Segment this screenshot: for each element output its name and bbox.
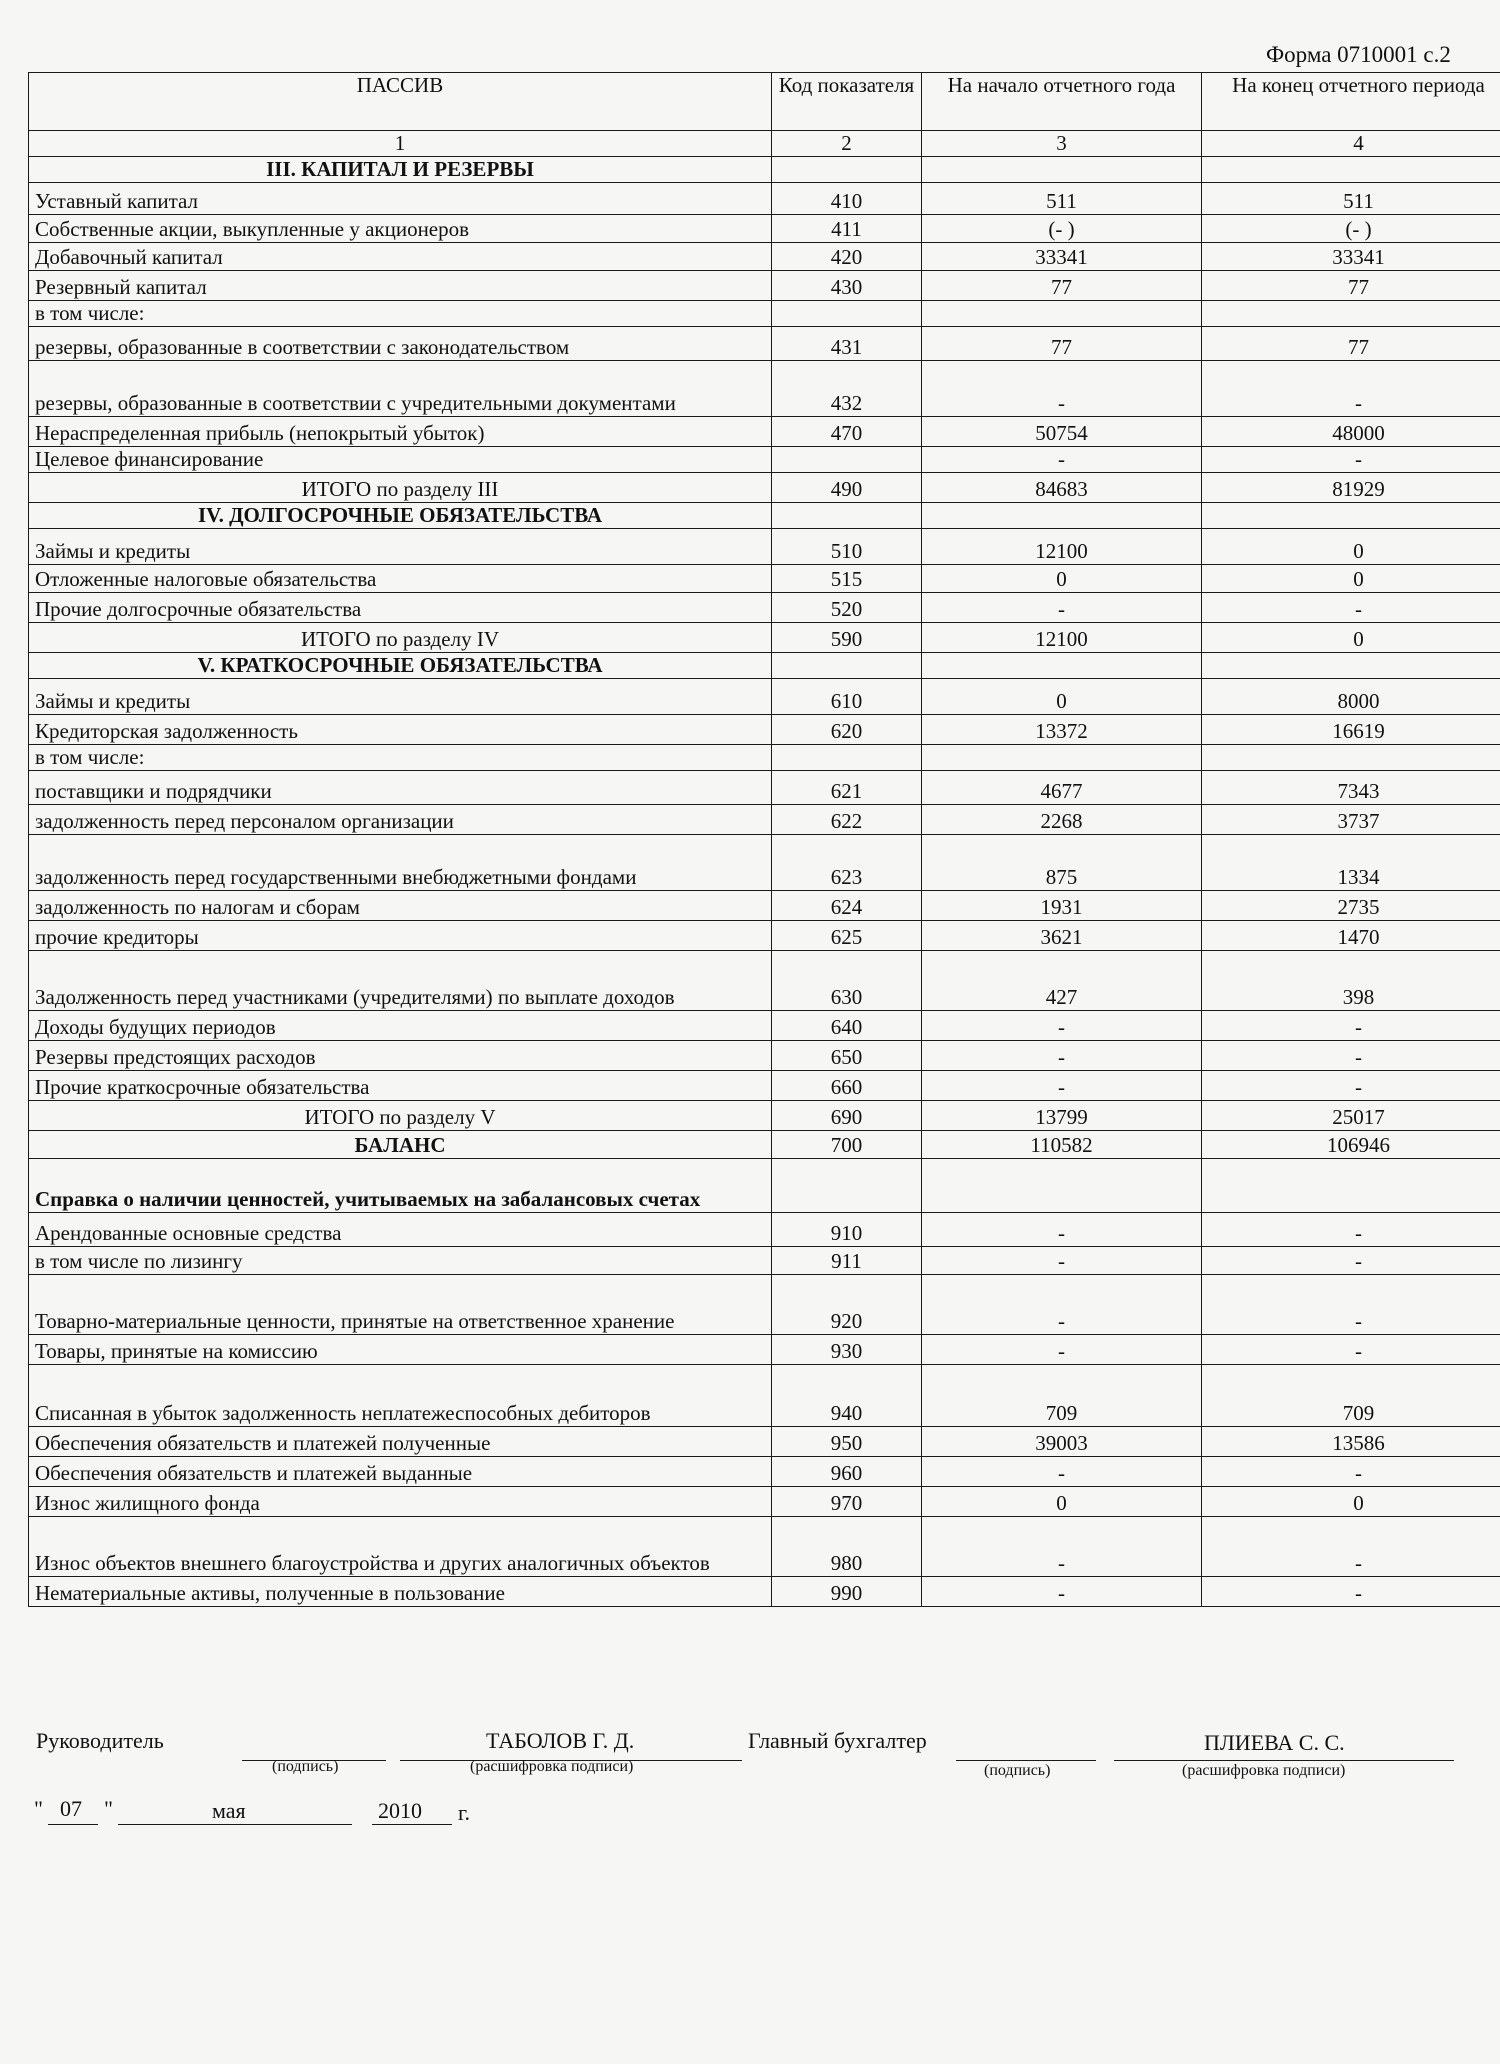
row-label: Износ жилищного фонда bbox=[29, 1487, 772, 1517]
date-year: 2010 bbox=[378, 1798, 422, 1823]
row-end-value: - bbox=[1202, 1275, 1500, 1335]
row-label: Нераспределенная прибыль (непокрытый убыток) bbox=[29, 417, 772, 447]
row-label: в том числе: bbox=[29, 745, 772, 771]
row-code: 630 bbox=[772, 951, 922, 1011]
row-start-value: 13372 bbox=[922, 715, 1202, 745]
header-start-of-year: На начало отчетного года bbox=[922, 73, 1202, 131]
row-label: задолженность перед персоналом организации bbox=[29, 805, 772, 835]
row-end-value: 81929 bbox=[1202, 473, 1500, 503]
row-label: V. КРАТКОСРОЧНЫЕ ОБЯЗАТЕЛЬСТВА bbox=[29, 653, 772, 679]
row-start-value: 4677 bbox=[922, 771, 1202, 805]
row-label: Списанная в убыток задолженность неплатежеспособных дебиторов bbox=[29, 1365, 772, 1427]
row-end-value: 77 bbox=[1202, 271, 1500, 301]
row-label: поставщики и подрядчики bbox=[29, 771, 772, 805]
date-day: 07 bbox=[60, 1796, 82, 1821]
table-row bbox=[29, 715, 1500, 745]
table-row bbox=[29, 503, 1500, 529]
row-code bbox=[772, 447, 922, 473]
row-end-value: - bbox=[1202, 1041, 1500, 1071]
row-label: IV. ДОЛГОСРОЧНЫЕ ОБЯЗАТЕЛЬСТВА bbox=[29, 503, 772, 529]
row-code: 950 bbox=[772, 1427, 922, 1457]
column-number-row bbox=[29, 131, 1500, 157]
table-row bbox=[29, 593, 1500, 623]
row-end-value: 106946 bbox=[1202, 1131, 1500, 1159]
row-start-value: 84683 bbox=[922, 473, 1202, 503]
table-row bbox=[29, 1457, 1500, 1487]
table-row bbox=[29, 1011, 1500, 1041]
form-number: Форма 0710001 с.2 bbox=[1266, 42, 1451, 67]
row-code: 620 bbox=[772, 715, 922, 745]
table-row bbox=[29, 1247, 1500, 1275]
table-row bbox=[29, 1159, 1500, 1213]
row-code: 411 bbox=[772, 215, 922, 243]
row-label: ИТОГО по разделу III bbox=[29, 473, 772, 503]
column-number: 3 bbox=[922, 131, 1202, 157]
row-end-value: - bbox=[1202, 447, 1500, 473]
row-code: 610 bbox=[772, 679, 922, 715]
row-code: 515 bbox=[772, 565, 922, 593]
row-code bbox=[772, 745, 922, 771]
date-month: мая bbox=[212, 1798, 246, 1823]
chief-name-line bbox=[1114, 1760, 1454, 1761]
row-end-value: - bbox=[1202, 1213, 1500, 1247]
row-label: резервы, образованные в соответствии с учредительными документами bbox=[29, 361, 772, 417]
row-code: 990 bbox=[772, 1577, 922, 1607]
row-start-value: 0 bbox=[922, 565, 1202, 593]
table-row bbox=[29, 1071, 1500, 1101]
row-start-value: 12100 bbox=[922, 623, 1202, 653]
row-start-value: (- ) bbox=[922, 215, 1202, 243]
row-end-value bbox=[1202, 653, 1500, 679]
row-end-value: - bbox=[1202, 593, 1500, 623]
row-end-value: 33341 bbox=[1202, 243, 1500, 271]
row-start-value bbox=[922, 1159, 1202, 1213]
table-row bbox=[29, 271, 1500, 301]
row-end-value: 2735 bbox=[1202, 891, 1500, 921]
table-body bbox=[29, 157, 1500, 1607]
row-start-value: - bbox=[922, 1275, 1202, 1335]
row-end-value bbox=[1202, 745, 1500, 771]
liabilities-table bbox=[28, 72, 1500, 1607]
row-end-value: 0 bbox=[1202, 1487, 1500, 1517]
row-start-value: - bbox=[922, 1457, 1202, 1487]
row-end-value bbox=[1202, 1159, 1500, 1213]
row-start-value: 875 bbox=[922, 835, 1202, 891]
row-label: прочие кредиторы bbox=[29, 921, 772, 951]
chief-name: ПЛИЕВА С. С. bbox=[1204, 1730, 1345, 1755]
row-label: в том числе: bbox=[29, 301, 772, 327]
row-label: Целевое финансирование bbox=[29, 447, 772, 473]
column-number: 1 bbox=[29, 131, 772, 157]
row-code: 970 bbox=[772, 1487, 922, 1517]
row-code bbox=[772, 653, 922, 679]
row-end-value: 511 bbox=[1202, 183, 1500, 215]
row-label: Прочие долгосрочные обязательства bbox=[29, 593, 772, 623]
row-start-value: 110582 bbox=[922, 1131, 1202, 1159]
row-label: III. КАПИТАЛ И РЕЗЕРВЫ bbox=[29, 157, 772, 183]
row-label: Собственные акции, выкупленные у акционеров bbox=[29, 215, 772, 243]
row-code: 431 bbox=[772, 327, 922, 361]
row-end-value: 48000 bbox=[1202, 417, 1500, 447]
row-end-value: - bbox=[1202, 1247, 1500, 1275]
row-label: Прочие краткосрочные обязательства bbox=[29, 1071, 772, 1101]
table-row bbox=[29, 891, 1500, 921]
row-end-value: 8000 bbox=[1202, 679, 1500, 715]
row-code: 650 bbox=[772, 1041, 922, 1071]
table-row bbox=[29, 361, 1500, 417]
row-code: 430 bbox=[772, 271, 922, 301]
table-row bbox=[29, 473, 1500, 503]
row-code: 940 bbox=[772, 1365, 922, 1427]
row-start-value: - bbox=[922, 1335, 1202, 1365]
row-end-value: - bbox=[1202, 361, 1500, 417]
table-row bbox=[29, 1577, 1500, 1607]
table-row bbox=[29, 835, 1500, 891]
table-row bbox=[29, 623, 1500, 653]
row-start-value: 1931 bbox=[922, 891, 1202, 921]
row-end-value: 25017 bbox=[1202, 1101, 1500, 1131]
row-label: Обеспечения обязательств и платежей полученные bbox=[29, 1427, 772, 1457]
date-quote-open: " bbox=[34, 1796, 43, 1821]
row-start-value: - bbox=[922, 1041, 1202, 1071]
row-start-value: 709 bbox=[922, 1365, 1202, 1427]
row-code: 520 bbox=[772, 593, 922, 623]
table-row bbox=[29, 215, 1500, 243]
row-start-value: 511 bbox=[922, 183, 1202, 215]
header-code: Код показателя bbox=[772, 73, 922, 131]
row-start-value: - bbox=[922, 447, 1202, 473]
row-label: Нематериальные активы, полученные в пользование bbox=[29, 1577, 772, 1607]
row-code: 980 bbox=[772, 1517, 922, 1577]
table-row bbox=[29, 921, 1500, 951]
row-start-value bbox=[922, 653, 1202, 679]
table-row bbox=[29, 327, 1500, 361]
row-label: резервы, образованные в соответствии с законодательством bbox=[29, 327, 772, 361]
row-label: ИТОГО по разделу IV bbox=[29, 623, 772, 653]
table-row bbox=[29, 183, 1500, 215]
table-row bbox=[29, 1427, 1500, 1457]
table-row bbox=[29, 447, 1500, 473]
row-label: Займы и кредиты bbox=[29, 679, 772, 715]
row-end-value: (- ) bbox=[1202, 215, 1500, 243]
row-label: Товарно-материальные ценности, принятые на ответственное хранение bbox=[29, 1275, 772, 1335]
row-code: 621 bbox=[772, 771, 922, 805]
row-label: Справка о наличии ценностей, учитываемых на забалансовых счетах bbox=[29, 1159, 772, 1213]
row-start-value: 2268 bbox=[922, 805, 1202, 835]
row-code: 700 bbox=[772, 1131, 922, 1159]
row-label: Займы и кредиты bbox=[29, 529, 772, 565]
table-row bbox=[29, 1517, 1500, 1577]
row-end-value: 13586 bbox=[1202, 1427, 1500, 1457]
row-label: ИТОГО по разделу V bbox=[29, 1101, 772, 1131]
row-start-value bbox=[922, 745, 1202, 771]
row-end-value: - bbox=[1202, 1071, 1500, 1101]
table-row bbox=[29, 1041, 1500, 1071]
row-label: в том числе по лизингу bbox=[29, 1247, 772, 1275]
row-code: 420 bbox=[772, 243, 922, 271]
row-start-value: - bbox=[922, 1247, 1202, 1275]
header-end-of-period: На конец отчетного периода bbox=[1202, 73, 1500, 131]
row-label: Обеспечения обязательств и платежей выданные bbox=[29, 1457, 772, 1487]
signature-block bbox=[0, 1720, 1500, 1840]
row-code: 470 bbox=[772, 417, 922, 447]
row-start-value: 12100 bbox=[922, 529, 1202, 565]
row-end-value: - bbox=[1202, 1517, 1500, 1577]
row-start-value: 13799 bbox=[922, 1101, 1202, 1131]
row-label: Арендованные основные средства bbox=[29, 1213, 772, 1247]
row-code: 625 bbox=[772, 921, 922, 951]
row-start-value: - bbox=[922, 1213, 1202, 1247]
row-start-value: 3621 bbox=[922, 921, 1202, 951]
table-row bbox=[29, 805, 1500, 835]
row-end-value: - bbox=[1202, 1577, 1500, 1607]
row-start-value: 77 bbox=[922, 271, 1202, 301]
row-code: 432 bbox=[772, 361, 922, 417]
date-quote-close: " bbox=[104, 1796, 113, 1821]
table-row bbox=[29, 417, 1500, 447]
row-start-value: 39003 bbox=[922, 1427, 1202, 1457]
row-start-value: - bbox=[922, 1011, 1202, 1041]
row-code: 960 bbox=[772, 1457, 922, 1487]
row-label: Резервы предстоящих расходов bbox=[29, 1041, 772, 1071]
row-start-value: - bbox=[922, 1071, 1202, 1101]
row-start-value: 0 bbox=[922, 679, 1202, 715]
row-end-value: 0 bbox=[1202, 565, 1500, 593]
row-end-value: 709 bbox=[1202, 1365, 1500, 1427]
row-start-value bbox=[922, 157, 1202, 183]
row-start-value: 50754 bbox=[922, 417, 1202, 447]
row-start-value: - bbox=[922, 1577, 1202, 1607]
row-code: 930 bbox=[772, 1335, 922, 1365]
row-label: Уставный капитал bbox=[29, 183, 772, 215]
table-row bbox=[29, 157, 1500, 183]
table-row bbox=[29, 1213, 1500, 1247]
row-end-value: 0 bbox=[1202, 623, 1500, 653]
chief-signature-caption: (подпись) bbox=[984, 1762, 1051, 1779]
row-code: 490 bbox=[772, 473, 922, 503]
row-start-value: 427 bbox=[922, 951, 1202, 1011]
chief-accountant-label: Главный бухгалтер bbox=[748, 1728, 927, 1753]
row-label: Добавочный капитал bbox=[29, 243, 772, 271]
table-row bbox=[29, 679, 1500, 715]
table-header-row bbox=[29, 73, 1500, 131]
row-code bbox=[772, 157, 922, 183]
row-start-value: - bbox=[922, 361, 1202, 417]
row-code: 690 bbox=[772, 1101, 922, 1131]
row-label: Доходы будущих периодов bbox=[29, 1011, 772, 1041]
row-start-value: - bbox=[922, 1517, 1202, 1577]
chief-signature-line bbox=[956, 1760, 1096, 1761]
row-code: 910 bbox=[772, 1213, 922, 1247]
table-row bbox=[29, 745, 1500, 771]
table-row bbox=[29, 529, 1500, 565]
row-label: Отложенные налоговые обязательства bbox=[29, 565, 772, 593]
row-start-value: 33341 bbox=[922, 243, 1202, 271]
table-row bbox=[29, 1101, 1500, 1131]
row-end-value: 3737 bbox=[1202, 805, 1500, 835]
date-day-line bbox=[48, 1824, 98, 1825]
row-end-value bbox=[1202, 503, 1500, 529]
row-code: 590 bbox=[772, 623, 922, 653]
head-signature-caption: (подпись) bbox=[272, 1758, 339, 1775]
row-end-value: 16619 bbox=[1202, 715, 1500, 745]
table-row bbox=[29, 1365, 1500, 1427]
row-label: задолженность перед государственными внебюджетными фондами bbox=[29, 835, 772, 891]
row-code bbox=[772, 301, 922, 327]
row-end-value bbox=[1202, 301, 1500, 327]
column-number: 4 bbox=[1202, 131, 1500, 157]
row-label: БАЛАНС bbox=[29, 1131, 772, 1159]
head-label: Руководитель bbox=[36, 1728, 164, 1753]
table-row bbox=[29, 653, 1500, 679]
table-row bbox=[29, 1335, 1500, 1365]
table-row bbox=[29, 565, 1500, 593]
row-label: Товары, принятые на комиссию bbox=[29, 1335, 772, 1365]
table-row bbox=[29, 301, 1500, 327]
row-start-value: 0 bbox=[922, 1487, 1202, 1517]
row-end-value: 0 bbox=[1202, 529, 1500, 565]
row-end-value: 1334 bbox=[1202, 835, 1500, 891]
table-row bbox=[29, 771, 1500, 805]
row-label: Задолженность перед участниками (учредителями) по выплате доходов bbox=[29, 951, 772, 1011]
row-label: Резервный капитал bbox=[29, 271, 772, 301]
head-name-caption: (расшифровка подписи) bbox=[470, 1758, 634, 1775]
row-label: Износ объектов внешнего благоустройства и других аналогичных объектов bbox=[29, 1517, 772, 1577]
date-month-line bbox=[118, 1824, 352, 1825]
row-end-value: 398 bbox=[1202, 951, 1500, 1011]
header-liabilities: ПАССИВ bbox=[29, 73, 772, 131]
row-code: 640 bbox=[772, 1011, 922, 1041]
head-name: ТАБОЛОВ Г. Д. bbox=[486, 1728, 635, 1753]
row-code: 410 bbox=[772, 183, 922, 215]
table-row bbox=[29, 1275, 1500, 1335]
table-row bbox=[29, 1131, 1500, 1159]
row-code: 920 bbox=[772, 1275, 922, 1335]
date-suffix: г. bbox=[458, 1800, 471, 1825]
row-end-value: 1470 bbox=[1202, 921, 1500, 951]
column-number: 2 bbox=[772, 131, 922, 157]
row-end-value: - bbox=[1202, 1335, 1500, 1365]
row-code: 911 bbox=[772, 1247, 922, 1275]
table-row bbox=[29, 243, 1500, 271]
row-label: Кредиторская задолженность bbox=[29, 715, 772, 745]
table-row bbox=[29, 951, 1500, 1011]
row-code: 622 bbox=[772, 805, 922, 835]
row-end-value: 7343 bbox=[1202, 771, 1500, 805]
row-end-value: - bbox=[1202, 1457, 1500, 1487]
row-end-value: 77 bbox=[1202, 327, 1500, 361]
chief-name-caption: (расшифровка подписи) bbox=[1182, 1762, 1346, 1779]
row-label: задолженность по налогам и сборам bbox=[29, 891, 772, 921]
row-start-value: 77 bbox=[922, 327, 1202, 361]
row-code bbox=[772, 503, 922, 529]
row-code: 510 bbox=[772, 529, 922, 565]
row-start-value bbox=[922, 503, 1202, 529]
row-code: 624 bbox=[772, 891, 922, 921]
row-code: 623 bbox=[772, 835, 922, 891]
table-row bbox=[29, 1487, 1500, 1517]
row-start-value: - bbox=[922, 593, 1202, 623]
row-code: 660 bbox=[772, 1071, 922, 1101]
row-code bbox=[772, 1159, 922, 1213]
date-year-line bbox=[372, 1824, 452, 1825]
row-end-value: - bbox=[1202, 1011, 1500, 1041]
row-end-value bbox=[1202, 157, 1500, 183]
row-start-value bbox=[922, 301, 1202, 327]
